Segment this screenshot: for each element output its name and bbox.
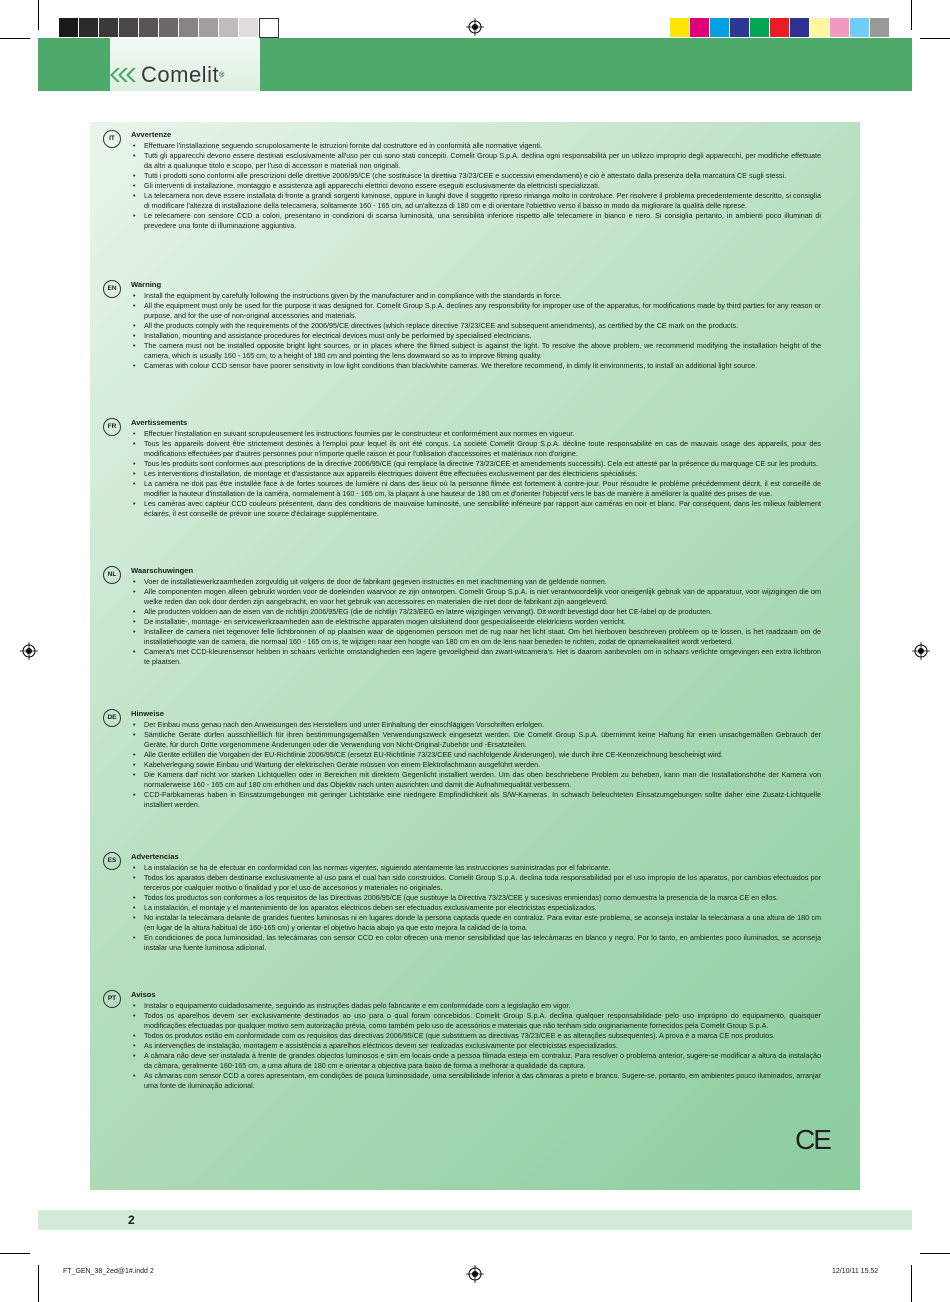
language-badge: FR — [103, 418, 121, 436]
list-item: • Die Kamera darf nicht vor starken Lichtquellen oder in Bereichen mit direktem Gegenlicht installiert werden. Um das oben beschriebene Problem zu beheben, kann man die Installationshöhe der Kamera von normalerweise 160 - 165 cm auf 180 cm erhöhen und das Objektiv nach unten ausrichten und damit die Aufnahmequalität verbessern. — [131, 770, 821, 790]
color-swatch — [750, 18, 769, 37]
list-item: • Todos os aparelhos devem ser exclusivamente destinados ao uso para o qual foram concebidos. Comelit Group S.p.A. declina qualquer responsabilidade pelo uso impróprio do equipamento, quaisquer modificações efectuadas por qualquer motivo sem autorização prévia, como também pelo uso de acessórios e materiais que não tenham sido originariamente fornecidos pela Comelit Group S.p.A. — [131, 1011, 821, 1031]
color-swatch — [850, 18, 869, 37]
crop-mark — [920, 38, 950, 39]
list-item: • Le telecamere con sensore CCD a colori, presentano in condizioni di scarsa luminosità, una sensibilità inferiore rispetto alle telecamere in bianco e nero. Si consiglia pertanto, in ambienti poco illuminati di prevedere una fonte di illuminazione aggiuntiva. — [131, 211, 821, 231]
registration-mark-icon — [20, 642, 38, 660]
brand-logo — [110, 60, 260, 90]
list-item: • CCD-Farbkameras haben in Einsatzumgebungen mit geringer Lichtstärke eine niedrigere Empfindlichkeit als S/W-Kameras. In schwach beleuchteten Einsatzumgebungen sollte daher eine Zusatz-Lichtquelle installiert werden. — [131, 790, 821, 810]
list-item: • La telecamera non deve essere installata di fronte a grandi sorgenti luminose, oppure in luoghi dove il soggetto ripreso rimanga molto in controluce. Per risolvere il problema precedentemente descritto, si consiglia di modificare l'altezza di installazione della telecamera, solitamente 160 - 165 cm, ad un'altezza di 180 cm e di orientare l'obiettivo verso il basso in modo da migliorare la qualità delle riprese. — [131, 191, 821, 211]
list-item: • Tutti i prodotti sono conformi alle prescrizioni delle direttive 2006/95/CE (che sostituisce la direttiva 73/23/CEE e successivi emendamenti) e ciò è attestato dalla presenza della marcatura CE sugli stessi. — [131, 171, 821, 181]
section-title: Hinweise — [131, 709, 164, 718]
list-item: • Der Einbau muss genau nach den Anweisungen des Herstellers und unter Einhaltung der einschlägigen Vorschriften erfolgen. — [131, 720, 821, 730]
color-swatch — [730, 18, 749, 37]
bullet-list — [131, 863, 821, 953]
list-item: • En condiciones de poca luminosidad, las telecámaras con sensor CCD en color ofrecen una menor sensibilidad que las telecámaras en blanco y negro. Por lo tanto, en ambientes poco iluminados, se aconseja instalar una fuente luminosa adicional. — [131, 933, 821, 953]
list-item: • All the equipment must only be used for the purpose it was designed for. Comelit Group S.p.A. declines any responsibility for improper use of the apparatus, for modifications made by third parties for any reason or purpose, and for the use of non-original accessories and materials. — [131, 301, 821, 321]
section-title: Advertencias — [131, 852, 179, 861]
bullet-list — [131, 720, 821, 810]
list-item: • Voer de installatiewerkzaamheden zorgvuldig uit volgens de door de fabrikant gegeven instructies en met inachtneming van de geldende normen. — [131, 577, 821, 587]
language-badge: PT — [103, 990, 121, 1008]
color-swatch — [790, 18, 809, 37]
bullet-list — [131, 291, 821, 371]
crop-mark — [38, 1265, 39, 1302]
color-swatch — [690, 18, 709, 37]
list-item: • Tous les appareils doivent être strictement destinés à l'emploi pour lequel ils ont été conçus. La société Comelit Group S.p.A. décline toute responsabilité en cas de mauvais usage des appareils, pour des modifications effectuées par d'autres personnes pour n'importe quelle raison et pour l'utilisation d'accessoires et matériaux non d'origine. — [131, 439, 821, 459]
bullet-list — [131, 429, 821, 519]
list-item: • La instalación, el montaje y el mantenimiento de los aparatos eléctricos deben ser efectuados exclusivamente por electricistas especializados. — [131, 903, 821, 913]
section-body — [131, 280, 821, 371]
list-item: • Todos os produtos estão em conformidade com os requisitos das directivas 2006/95/CE (que substituem as directivas 73/23/CEE e as alterações subsequentes). A prova é a marca CE nos produtos. — [131, 1031, 821, 1041]
bullet-list — [131, 1001, 821, 1091]
gray-swatch — [139, 18, 158, 37]
gray-swatch — [199, 18, 218, 37]
list-item: • As câmaras com sensor CCD a cores apresentam, em condições de pouca luminosidade, uma sensibilidade inferior à das câmaras a preto e branco. Sugere-se, portanto, em ambientes pouco iluminados, arranjar uma fonte de iluminação adicional. — [131, 1071, 821, 1091]
section-body — [131, 852, 821, 953]
color-swatch — [710, 18, 729, 37]
section-title: Avisos — [131, 990, 156, 999]
page-number: 2 — [128, 1213, 135, 1227]
list-item: • Alle componenten mogen alleen gebruikt worden voor de doeleinden waarvoor ze zijn ontworpen. Comelit Group S.p.A. is niet verantwoordelijk voor oneigenlijk gebruik van de apparatuur, voor wijzigingen die om welke reden dan ook door derden zijn aangebracht, en voor het gebruik van accessoires en materialen die niet door de fabrikant zijn aangeleverd. — [131, 587, 821, 607]
gray-swatch — [219, 18, 238, 37]
list-item: • Todos los aparatos deben destinarse exclusivamente al uso para el cual han sido construidos. Comelit Group S.p.A. declina toda responsabilidad por el uso impropio de los aparatos, por cambios efectuados por terceros por cualquier motivo o finalidad y por el uso de accesorios y materiales no originales. — [131, 873, 821, 893]
section-title: Avertissements — [131, 418, 188, 427]
section-body — [131, 418, 821, 519]
list-item: • Install the equipment by carefully following the instructions given by the manufacturer and in compliance with the standards in force. — [131, 291, 821, 301]
list-item: • Les caméras avec capteur CCD couleurs présentent, dans des conditions de mauvaise luminosité, une sensibilité inférieure par rapport aux caméras en noir et blanc. Par conséquent, dans les milieux faiblement éclairés, il est conseillé de prévoir une source d'éclairage supplémentaire. — [131, 499, 821, 519]
gray-swatch — [259, 18, 279, 38]
list-item: • Installeer de camera niet tegenover felle lichtbronnen of op plaatsen waar de opgenomen persoon met de rug naar het licht staat. Om het hierboven beschreven probleem op te lossen, is het raadzaam om de installatiehoogte van de camera, die normaal 160 - 165 cm is, te wijzigen naar een hoogte van 180 cm en om de lens naar beneden te richten, zodat de opnamekwaliteit wordt verbeterd. — [131, 627, 821, 647]
list-item: • Effettuare l'installazione seguendo scrupolosamente le istruzioni fornite dal costruttore ed in conformità alle normative vigenti. — [131, 141, 821, 151]
crop-mark — [920, 1253, 950, 1254]
bullet-list — [131, 141, 821, 231]
list-item: • Camera's met CCD-kleurensensor hebben in schaars verlichte omstandigheden een lagere gevoeligheid dan zwart-witcamera's. Het is daarom aanbevolen om in schaars verlichte omgevingen een extra lichtbron te plaatsen. — [131, 647, 821, 667]
slug-filename: FT_GEN_38_2ed@1#.indd 2 — [63, 1268, 154, 1275]
list-item: • De installatie-, montage- en servicewerkzaamheden aan de elektrische apparaten mogen uitsluitend door gespecialiseerde elektriciens worden verricht. — [131, 617, 821, 627]
section-body — [131, 709, 821, 810]
list-item: • As intervenções de instalação, montagem e assistência a aparelhos eléctricos devem ser realizadas exclusivamente por electricistas especializados. — [131, 1041, 821, 1051]
gray-swatch — [99, 18, 118, 37]
list-item: • Les interventions d'installation, de montage et d'assistance aux appareils électriques doivent être effectuées exclusivement par des électriciens spécialisés. — [131, 469, 821, 479]
color-swatch — [770, 18, 789, 37]
section-body — [131, 990, 821, 1091]
list-item: • La caméra ne doit pas être installée face à de fortes sources de lumière ni dans des lieux où la personne filmée est fortement à contre-jour. Pour résoudre le problème précédemment décrit, il est conseillé de modifier la hauteur d'installation de la caméra, normalement à 160 - 165 cm, la plaçant à une hauteur de 180 cm et d'orienter l'objectif vers le bas de manière à améliorer la qualité des prises de vue. — [131, 479, 821, 499]
language-badge: ES — [103, 852, 121, 870]
language-badge: EN — [103, 280, 121, 298]
list-item: • Alle producten voldoen aan de eisen van de richtlijn 2006/95/EG (die de richtlijn 73/23/EEG en latere wijzigingen vervangt). Dit wordt bevestigd door het CE-label op de producten. — [131, 607, 821, 617]
registered-mark: ® — [219, 71, 225, 79]
footer-bar — [38, 1210, 912, 1230]
crop-mark — [38, 0, 39, 30]
section-body — [131, 566, 821, 667]
list-item: • Installation, mounting and assistance procedures for electrical devices must only be performed by specialised electricians. — [131, 331, 821, 341]
ce-mark: CE — [795, 1124, 830, 1155]
list-item: • No instalar la telecámara delante de grandes fuentes luminosas ni en lugares donde la persona captada quede en contraluz. Para evitar este problema, se aconseja instalar la telecámara a una altura de 180 cm (en lugar de la altura habitual de 160-165 cm) y orientar el objetivo hacia abajo ya que esto mejora la calidad de la toma. — [131, 913, 821, 933]
list-item: • Cameras with colour CCD sensor have poorer sensitivity in low light conditions than black/white cameras. We therefore recommend, in dimly lit environments, to install an additional light source. — [131, 361, 821, 371]
list-item: • A câmara não deve ser instalada à frente de grandes objectos luminosos e sim em locais onde a pessoa filmada esteja em contraluz. Para resolver o problema anterior, sugere-se modificar a altura da instalação da câmara, geralmente 160-165 cm, a uma altura de 180 cm e orientar a objectiva para baixo de forma a melhorar a qualidade da captura. — [131, 1051, 821, 1071]
list-item: • Tutti gli apparecchi devono essere destinati esclusivamente all'uso per cui sono stati concepiti. Comelit Group S.p.A. declina ogni responsabilità per un utilizzo improprio degli apparecchi, per modifiche effettuate da altri a qualunque titolo e scopo, per l'uso di accessori e materiali non originali. — [131, 151, 821, 171]
list-item: • Alle Geräte erfüllen die Vorgaben der EU-Richtlinie 2006/95/CE (ersetzt EU-Richtlinie 73/23/CEE und nachfolgende Änderungen), wie durch ihre CE-Kennzeichnung bescheinigt wird. — [131, 750, 821, 760]
language-badge: NL — [103, 566, 121, 584]
list-item: • Todos los productos son conformes a los requisitos de las Directivas 2006/95/CE (que sustituye la Directiva 73/23/CEE y sucesivas enmiendas) como demuestra la presencia de la marca CE en ellos. — [131, 893, 821, 903]
list-item: • Gli interventi di installazione, montaggio e assistenza agli apparecchi elettrici devono essere eseguiti esclusivamente da elettricisti specializzati. — [131, 181, 821, 191]
list-item: • Tous les produits sont conformes aux prescriptions de la directive 2006/95/CE (qui remplace la directive 73/23/CEE et amendements successifs). Cela est attesté par la présence du marquage CE sur les produits. — [131, 459, 821, 469]
list-item: • Instalar o equipamento cuidadosamente, seguindo as instruções dadas pelo fabricante e em conformidade com a legislação em vigor. — [131, 1001, 821, 1011]
list-item: • The camera must not be installed opposite bright light sources, or in places where the filmed subject is against the light. To resolve the above problem, we recommend modifying the installation height of the camera, which is usually 160 - 165 cm, to a height of 180 cm and pointing the lens downward so as to improve filming quality. — [131, 341, 821, 361]
gray-swatch — [239, 18, 258, 37]
color-swatch — [870, 18, 889, 37]
crop-mark — [911, 1265, 912, 1302]
list-item: • Sämtliche Geräte dürfen ausschließlich für ihren bestimmungsgemäßen Verwendungszweck eingesetzt werden. Die Comelit Group S.p.A. übernimmt keine Haftung für einen unsachgemäßen Gebrauch der Geräte, für durch Dritte vorgenommene Änderungen oder die Verwendung von Nicht-Original-Zubehör und -Ersatzteilen. — [131, 730, 821, 750]
gray-swatch — [119, 18, 138, 37]
list-item: • Kabelverlegung sowie Einbau und Wartung der elektrischen Geräte müssen von einem Elektrofachmann ausgeführt werden. — [131, 760, 821, 770]
language-badge: DE — [103, 709, 121, 727]
gray-swatch — [159, 18, 178, 37]
language-badge: IT — [103, 130, 121, 148]
section-body — [131, 130, 821, 231]
section-title: Waarschuwingen — [131, 566, 194, 575]
gray-swatch — [179, 18, 198, 37]
registration-mark-icon — [912, 642, 930, 660]
crop-mark — [0, 1253, 30, 1254]
list-item: • All the products comply with the requirements of the 2006/95/CE directives (which replace directive 73/23/CEE and subsequent amendments), as certified by the CE mark on the products. — [131, 321, 821, 331]
section-title: Warning — [131, 280, 162, 289]
comelit-chevron-icon — [110, 67, 138, 83]
gray-swatch — [59, 18, 78, 37]
bullet-list — [131, 577, 821, 667]
list-item: • Effectuer l'installation en suivant scrupuleusement les instructions fournies par le constructeur et conformément aux normes en vigueur. — [131, 429, 821, 439]
section-title: Avvertenze — [131, 130, 172, 139]
crop-mark — [911, 0, 912, 30]
color-swatch — [810, 18, 829, 37]
registration-mark-icon — [466, 18, 484, 36]
gray-swatch — [79, 18, 98, 37]
color-swatch — [830, 18, 849, 37]
slug-timestamp: 12/10/11 15.52 — [832, 1268, 879, 1275]
list-item: • La instalación se ha de efectuar en conformidad con las normas vigentes, siguiendo atentamente las instrucciones suministradas por el fabricante. — [131, 863, 821, 873]
color-swatch — [670, 18, 689, 37]
brand-name: Comelit — [141, 62, 220, 87]
registration-mark-icon — [466, 1265, 484, 1283]
crop-mark — [0, 38, 30, 39]
